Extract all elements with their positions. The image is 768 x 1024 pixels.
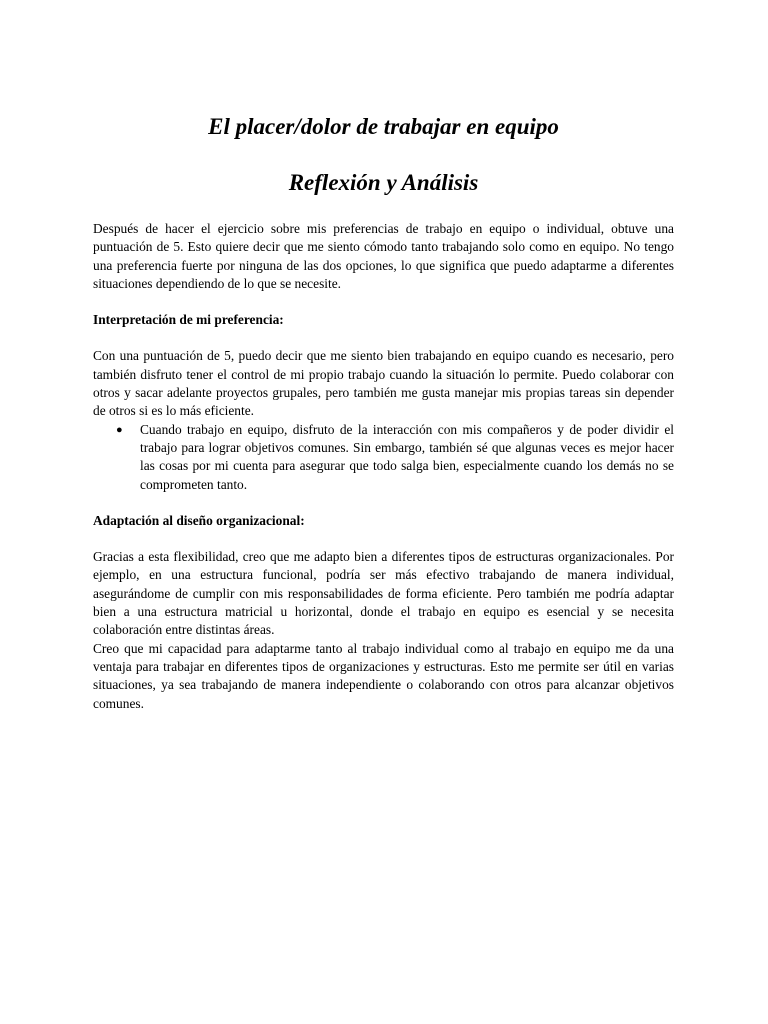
section-heading-interpretation: Interpretación de mi preferencia: — [93, 312, 284, 328]
bullet-text: Cuando trabajo en equipo, disfruto de la interacción con mis compañeros y de poder dividir el trabajo para lograr objetivos comunes. Sin embargo, también sé que algunas veces es mejor hacer las cosas por mi cuenta para asegurar que todo salga bien, especialmente cuando los demás no se comprometen tanto. — [140, 421, 674, 492]
intro-paragraph: Después de hacer el ejercicio sobre mis preferencias de trabajo en equipo o individual, obtuve una puntuación de 5. Esto quiere decir que me siento cómodo tanto trabajando solo como en equipo. No tengo una preferencia fuerte por ninguna de las dos opciones, lo que significa que puedo adaptarme a diferentes situaciones dependiendo de lo que se necesite. — [93, 221, 674, 291]
list-item — [116, 421, 674, 494]
document-body — [93, 112, 674, 713]
adaptation-paragraph-1: Gracias a esta flexibilidad, creo que me adapto bien a diferentes tipos de estructuras organizacionales. Por ejemplo, en una estructura funcional, podría ser más efectivo trabajando de manera individual, asegurándome de cumplir con mis responsabilidades de forma eficiente. Pero también me podría adaptar bien a una estructura matricial u horizontal, donde el trabajo en equipo es esencial y se necesita colaboración entre distintas áreas. — [93, 549, 674, 638]
document-subtitle: Reflexión y Análisis — [288, 170, 479, 195]
interpretation-paragraph: Con una puntuación de 5, puedo decir que me siento bien trabajando en equipo cuando es necesario, pero también disfruto tener el control de mi propio trabajo cuando la situación lo permite. Puedo colaborar con otros y sacar adelante proyectos grupales, pero también me gusta manejar mis propias tareas sin depender de otros si es lo más eficiente. — [93, 348, 674, 419]
interpretation-bullet-list — [93, 421, 674, 494]
section-heading-adaptation: Adaptación al diseño organizacional: — [93, 512, 305, 528]
bullet-icon: ● — [116, 423, 123, 436]
document-title: El placer/dolor de trabajar en equipo — [208, 114, 559, 139]
adaptation-paragraph-2: Creo que mi capacidad para adaptarme tanto al trabajo individual como al trabajo en equipo me da una ventaja para trabajar en diferentes tipos de organizaciones y estructuras. Esto me permite ser útil en varias situaciones, ya sea trabajando de manera independiente o colaborando con otros para alcanzar objetivos comunes. — [93, 640, 674, 711]
